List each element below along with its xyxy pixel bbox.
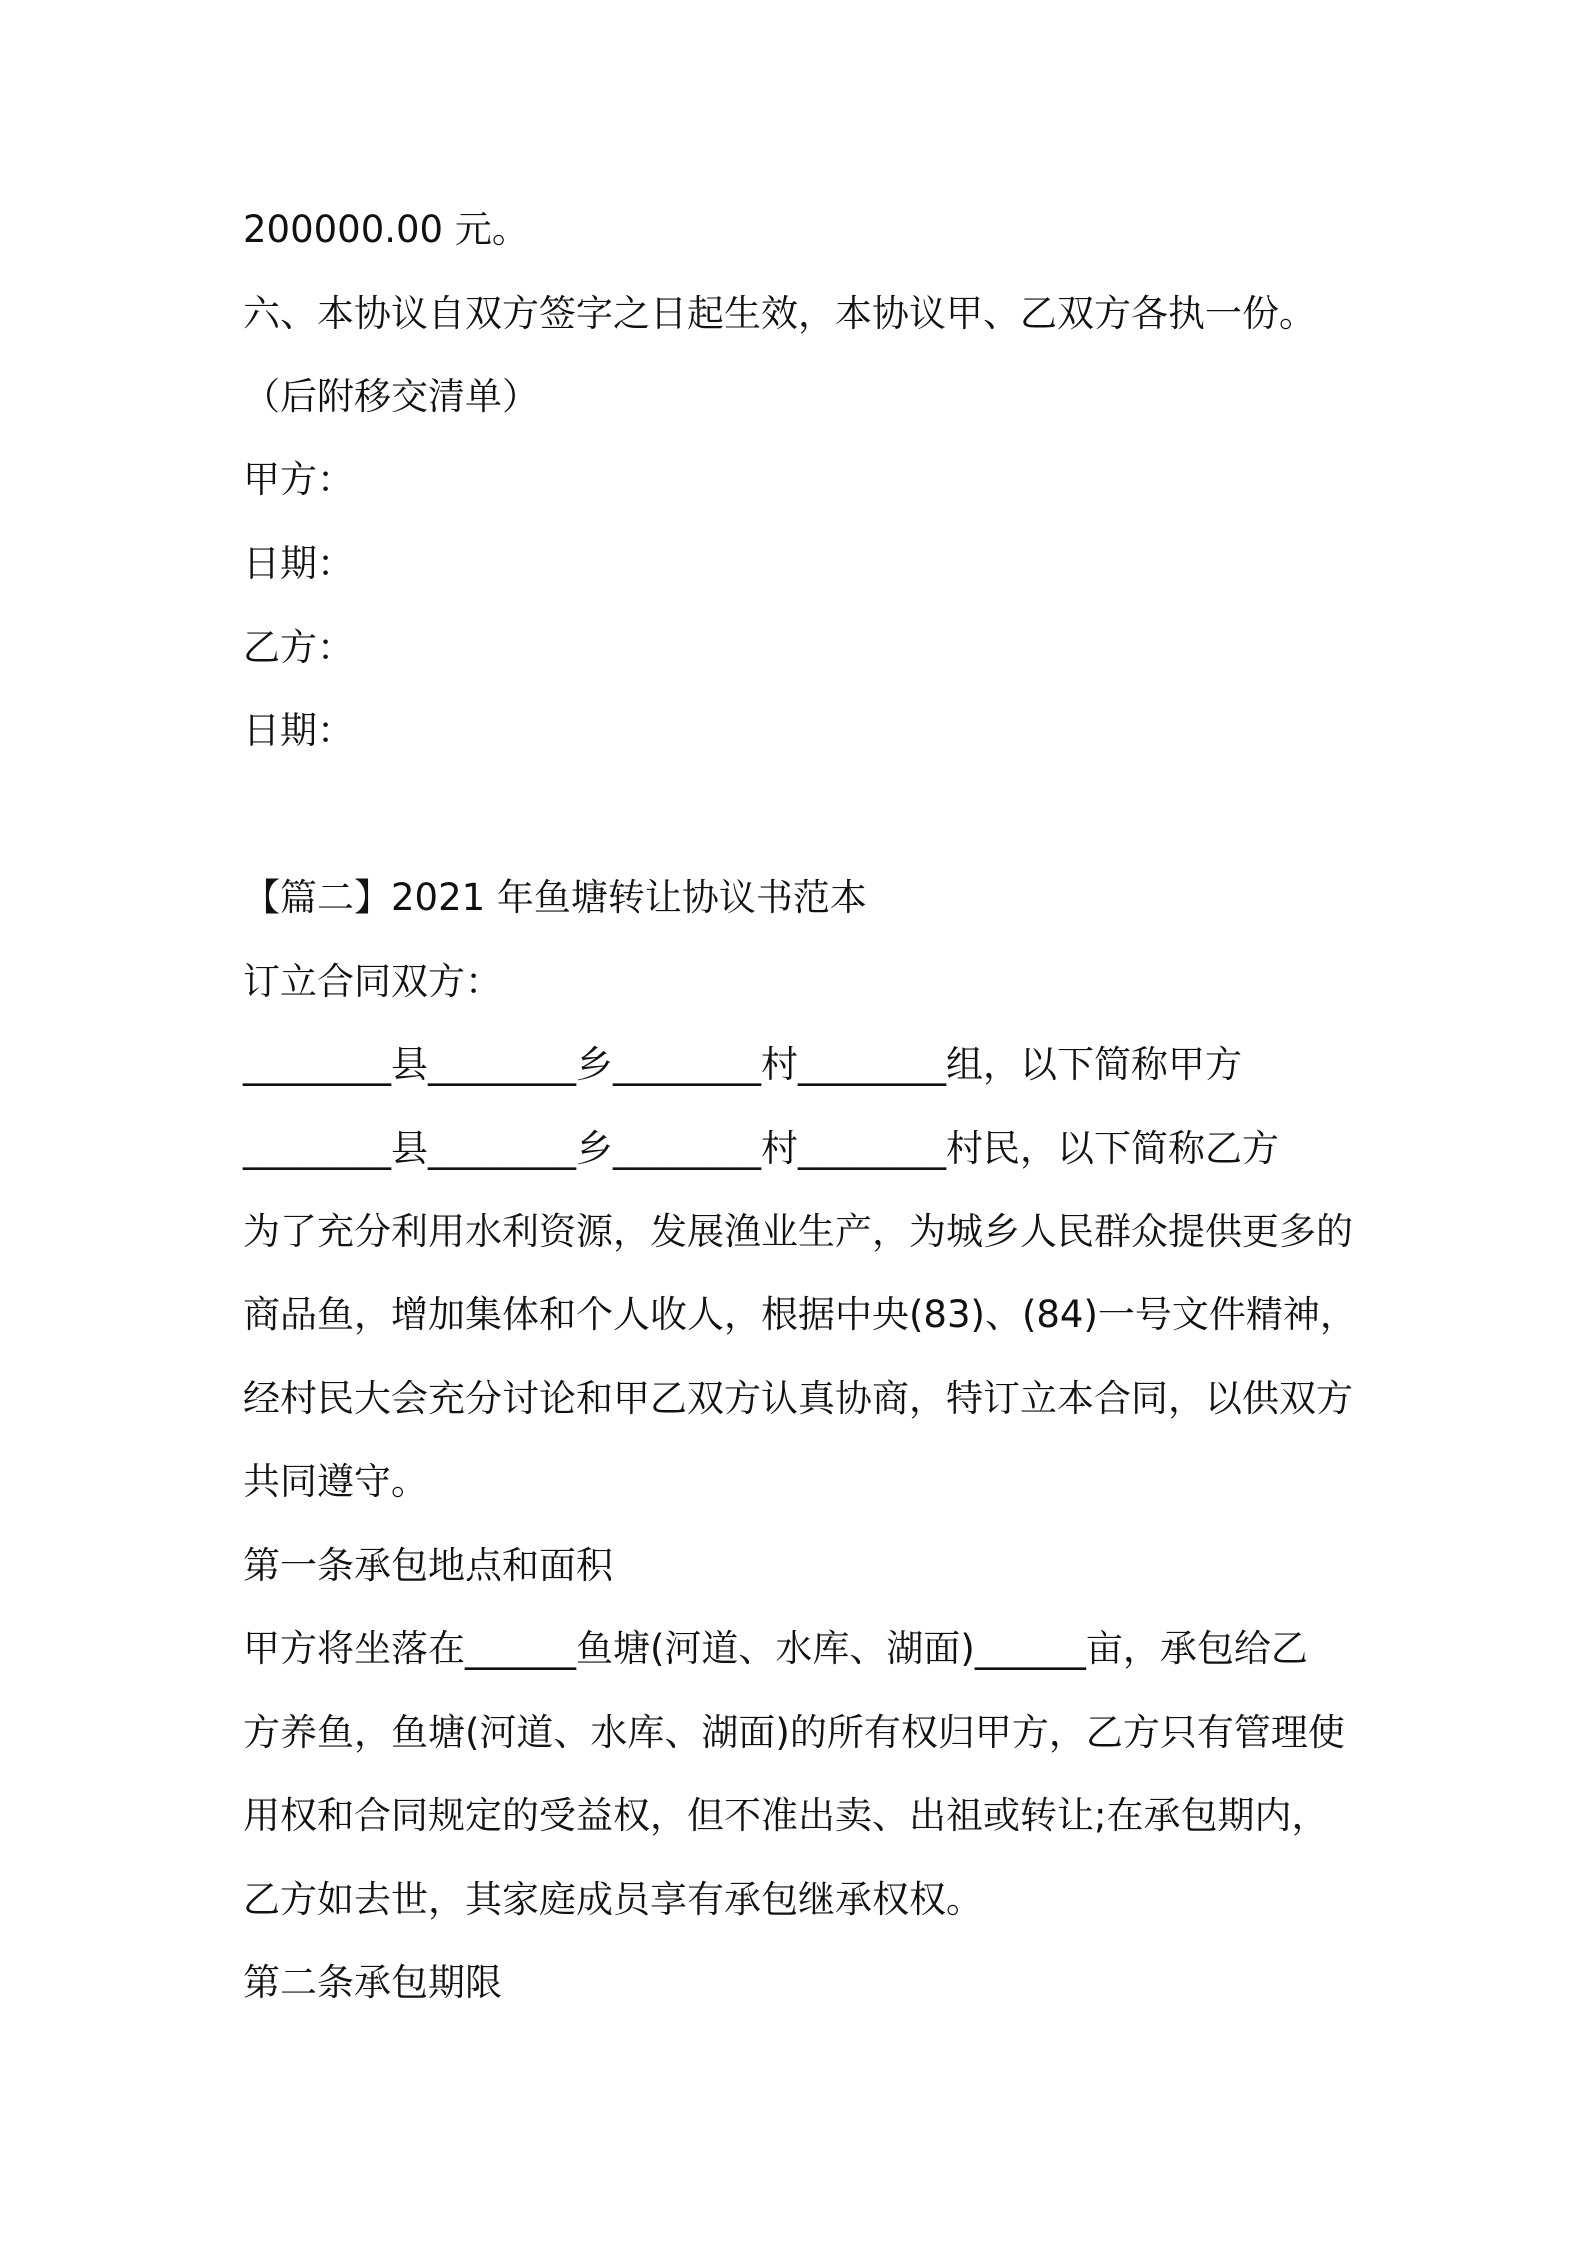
text-line-parties-heading: 订立合同双方：	[243, 960, 502, 1003]
article-one-heading: 第一条承包地点和面积	[243, 1544, 613, 1587]
article-two-heading: 第二条承包期限	[243, 1961, 502, 2004]
text-line-clause-six: 六、本协议自双方签字之日起生效，本协议甲、乙双方各执一份。	[243, 292, 1316, 335]
text-line-article-one-1: 甲方将坐落在______鱼塘(河道、水库、湖面)______亩，承包给乙	[243, 1627, 1308, 1670]
party-b-label: 乙方：	[243, 626, 354, 669]
text-line-article-one-3: 用权和合同规定的受益权，但不准出卖、出祖或转让;在承包期内，	[243, 1794, 1329, 1837]
text-line-purpose-3: 经村民大会充分讨论和甲乙双方认真协商，特订立本合同，以供双方	[243, 1377, 1353, 1420]
text-line-article-one-4: 乙方如去世，其家庭成员享有承包继承权权。	[243, 1878, 983, 1921]
text-line-purpose-1: 为了充分利用水利资源，发展渔业生产，为城乡人民群众提供更多的	[243, 1210, 1353, 1253]
section-title: 【篇二】2021 年鱼塘转让协议书范本	[243, 876, 867, 919]
text-line-purpose-2: 商品鱼，增加集体和个人收人，根据中央(83)、(84)一号文件精神，	[243, 1293, 1357, 1336]
date-label-a: 日期：	[243, 542, 354, 585]
text-line-amount: 200000.00 元。	[243, 208, 529, 251]
text-line-purpose-4: 共同遵守。	[243, 1460, 428, 1503]
date-label-b: 日期：	[243, 709, 354, 752]
party-a-label: 甲方：	[243, 458, 354, 501]
text-line-attachment-note: （后附移交清单）	[243, 375, 539, 418]
text-line-party-b-address: ________县________乡________村________村民，以下简称乙方	[243, 1127, 1279, 1170]
text-line-party-a-address: ________县________乡________村________组，以下简称甲方	[243, 1043, 1242, 1086]
text-line-article-one-2: 方养鱼，鱼塘(河道、水库、湖面)的所有权归甲方，乙方只有管理使	[243, 1711, 1345, 1754]
